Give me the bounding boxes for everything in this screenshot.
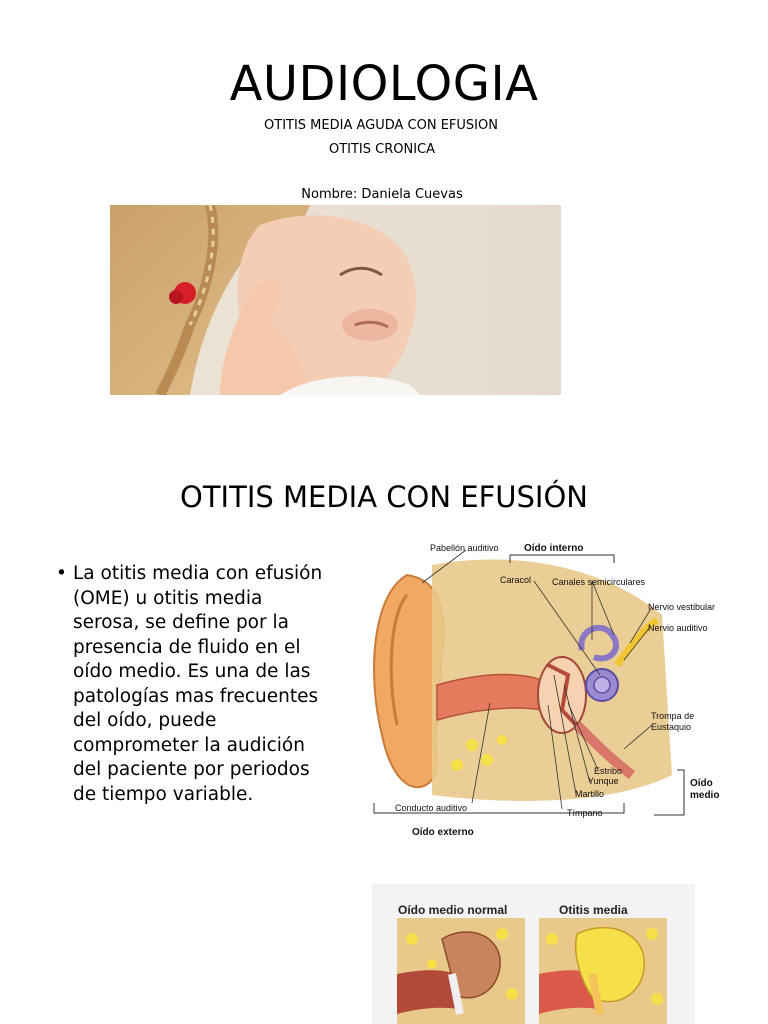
normal-ear-panel (397, 918, 525, 1024)
label-caracol: Caracol (500, 575, 532, 585)
label-yunque: Yunque (588, 776, 619, 786)
label-oido-medio-2: medio (690, 790, 720, 801)
label-nervio-auditivo: Nervio auditivo (648, 623, 708, 633)
bullet-item (56, 562, 326, 807)
author-name: Nombre: Daniela Cuevas (301, 187, 463, 202)
label-trompa-2: Eustaquio (651, 722, 692, 732)
label-martillo: Martillo (575, 789, 605, 799)
label-trompa-1: Trompa de (651, 711, 695, 721)
label-canales: Canales semicirculares (552, 577, 646, 587)
subtitle-line-1: OTITIS MEDIA AGUDA CON EFUSION (264, 118, 498, 133)
label-conducto: Conducto auditivo (395, 803, 468, 813)
bullet-text: La otitis media con efusión (OME) u otitis media serosa, se define por la presencia de fluido en el oído medio. Es una de las patologías mas frecuentes del oído, puede comprometer la audición del paciente por periodos de tiempo variable. (73, 563, 323, 805)
label-estribo: Estribo (594, 766, 623, 776)
label-pabellon: Pabellón auditivo (430, 543, 499, 553)
presentation-title: AUDIOLOGIA (229, 56, 539, 112)
slide-2-title: OTITIS MEDIA CON EFUSIÓN (180, 480, 588, 514)
label-nervio-vestibular: Nervio vestibular (648, 602, 716, 612)
label-oido-medio-1: Oído (690, 778, 713, 789)
subtitle-line-2: OTITIS CRONICA (328, 142, 436, 157)
ear-anatomy-diagram (362, 535, 732, 845)
otitis-ear-panel (539, 918, 667, 1024)
label-oido-interno: Oído interno (524, 543, 584, 554)
child-earache-photo (110, 205, 561, 395)
label-oido-externo: Oído externo (412, 827, 474, 838)
label-otitis-media: Otitis media (559, 903, 628, 917)
label-timpano: Tímpano (567, 808, 603, 818)
ear-comparison-figure (372, 884, 695, 1024)
bullet-marker: • (56, 563, 67, 584)
label-oido-medio-normal: Oído medio normal (398, 903, 508, 917)
